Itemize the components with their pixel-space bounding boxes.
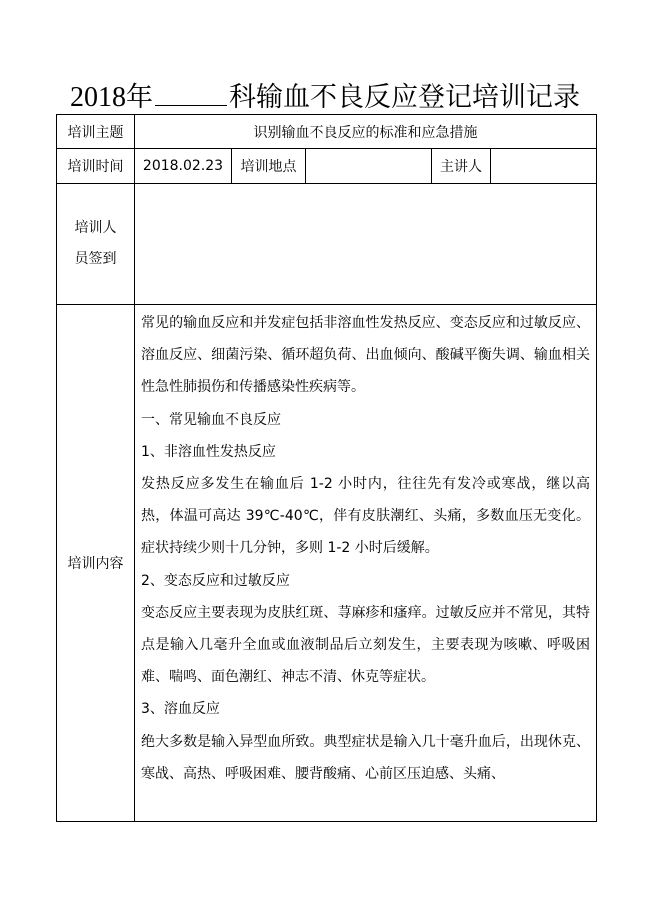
content-paragraph: 变态反应主要表现为皮肤红斑、荨麻疹和瘙痒。过敏反应并不常见，其特点是输入几毫升全血或血液制品后立刻发生，主要表现为咳嗽、呼吸困难、喘鸣、面色潮红、神志不清、休克等症状。 — [141, 604, 590, 686]
content-paragraph: 常见的输血反应和并发症包括非溶血性发热反应、变态反应和过敏反应、溶血反应、细菌污染、循环超负荷、出血倾向、酸碱平衡失调、输血相关性急性肺损伤和传播感染性疾病等。 — [141, 315, 590, 396]
content-paragraph: 绝大多数是输入异型血所致。典型症状是输入几十毫升血后，出现休克、寒战、高热、呼吸困难、腰背酸痛、心前区压迫感、头痛、 — [141, 733, 590, 782]
content-label: 培训内容 — [57, 305, 135, 822]
location-value[interactable] — [306, 149, 432, 184]
time-value[interactable]: 2018.02.23 — [135, 149, 232, 184]
content-subheading: 2、变态反应和过敏反应 — [141, 572, 290, 589]
sign-in-label-line1: 培训人 — [74, 220, 117, 236]
content-heading: 一、常见输血不良反应 — [141, 411, 281, 428]
content-subheading: 1、非溶血性发热反应 — [141, 443, 276, 460]
title-text: 科输血不良反应登记培训记录 — [229, 82, 580, 113]
sign-in-label — [57, 184, 135, 305]
department-blank-field[interactable] — [155, 77, 227, 106]
time-label: 培训时间 — [57, 149, 135, 184]
lecturer-label: 主讲人 — [432, 149, 491, 184]
content-body — [135, 305, 597, 822]
title-year: 2018 — [70, 82, 126, 113]
lecturer-value[interactable] — [491, 149, 597, 184]
topic-label: 培训主题 — [57, 115, 135, 149]
document-title — [0, 77, 650, 116]
topic-value[interactable]: 识别输血不良反应的标准和应急措施 — [135, 115, 597, 149]
title-year-suffix: 年 — [126, 82, 153, 113]
sign-in-label-line2: 员签到 — [74, 251, 117, 267]
content-subheading: 3、溶血反应 — [141, 701, 220, 718]
content-paragraph: 发热反应多发生在输血后 1-2 小时内，往往先有发冷或寒战，继以高热，体温可高达 39℃-40℃，伴有皮肤潮红、头痛，多数血压无变化。症状持续少则十几分钟，多则 1-2 小时后缓解。 — [141, 476, 590, 557]
training-record-table — [56, 114, 597, 822]
sign-in-area[interactable] — [135, 184, 597, 305]
location-label: 培训地点 — [232, 149, 306, 184]
